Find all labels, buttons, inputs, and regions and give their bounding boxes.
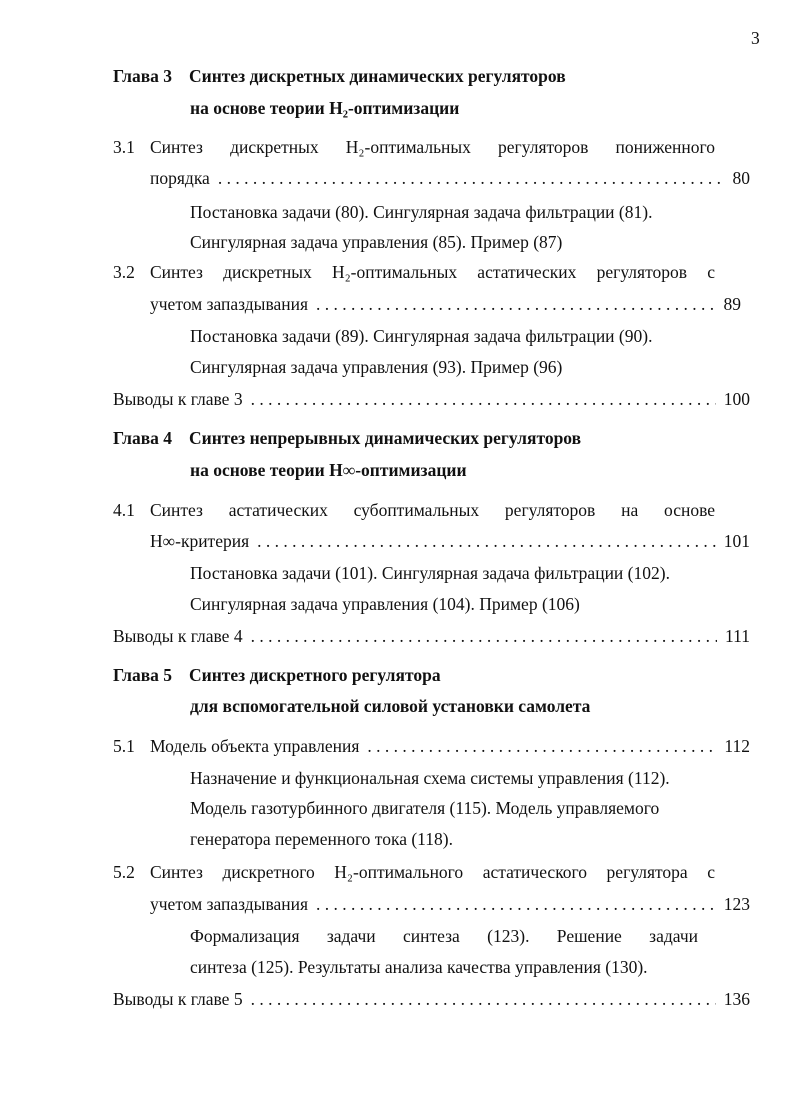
chapter-3-heading (113, 65, 566, 87)
page-number: 3 (751, 28, 760, 48)
section-title-cont: учетом запаздывания (150, 894, 309, 914)
section-title-cont: порядка (150, 168, 210, 188)
page-ref: 101 (723, 531, 750, 551)
section-3-2[interactable] (113, 261, 715, 283)
page-ref: 80 (732, 168, 750, 188)
section-5-2[interactable] (113, 861, 715, 883)
dot-leader (367, 735, 716, 757)
page-ref: 123 (723, 894, 750, 914)
conclusions-3[interactable] (113, 388, 750, 410)
subsection-list: Постановка задачи (80). Сингулярная задача фильтрации (81). (190, 202, 653, 222)
section-title: Синтез дискретных H₂-оптимальных регуляторов пониженного (150, 137, 715, 157)
toc-leader-5-2[interactable] (150, 893, 750, 915)
chapter-label: Глава 4 (113, 428, 173, 448)
page-ref: 111 (725, 626, 750, 646)
section-3-1[interactable] (113, 136, 715, 158)
chapter-title: Синтез дискретного регулятора (189, 665, 441, 685)
subsection-list: генератора переменного тока (118). (190, 829, 453, 849)
subsection-list: Сингулярная задача управления (104). Пример (106) (190, 594, 580, 614)
subsection-list: синтеза (125). Результаты анализа качества управления (130). (190, 957, 648, 977)
page-ref: 100 (723, 389, 750, 409)
section-title: Синтез дискретного H₂-оптимального астатического регулятора с (150, 862, 715, 882)
page-ref: 136 (723, 989, 750, 1009)
subsection-list: Модель газотурбинного двигателя (115). Модель управляемого (190, 798, 660, 818)
chapter-label: Глава 5 (113, 665, 173, 685)
chapter-5-heading (113, 664, 441, 686)
section-title: Модель объекта управления (150, 736, 360, 756)
page-ref: 89 (723, 294, 741, 314)
chapter-title: Синтез дискретных динамических регуляторов (189, 66, 566, 86)
section-5-1[interactable] (113, 735, 750, 757)
section-number: 3.2 (113, 262, 135, 282)
toc-leader-3-1[interactable] (150, 167, 750, 189)
conclusions-5[interactable] (113, 988, 750, 1010)
toc-leader-4-1[interactable] (150, 530, 750, 552)
chapter-title: Синтез непрерывных динамических регуляторов (189, 428, 582, 448)
dot-leader (316, 893, 716, 915)
conclusions-label: Выводы к главе 4 (113, 626, 243, 646)
section-number: 5.2 (113, 862, 135, 882)
subsection-list: Сингулярная задача управления (85). Пример (87) (190, 232, 563, 252)
section-number: 3.1 (113, 137, 135, 157)
dot-leader (251, 388, 716, 410)
section-4-1[interactable] (113, 499, 715, 521)
toc-leader-3-2[interactable] (150, 293, 741, 315)
section-number: 4.1 (113, 500, 135, 520)
subsection-list: Назначение и функциональная схема системы управления (112). (190, 768, 670, 788)
dot-leader (251, 625, 717, 647)
section-number: 5.1 (113, 736, 135, 756)
dot-leader (251, 988, 716, 1010)
section-title-cont: H∞-критерия (150, 531, 250, 551)
conclusions-4[interactable] (113, 625, 750, 647)
page-ref: 112 (724, 736, 750, 756)
subsection-list: Постановка задачи (101). Сингулярная задача фильтрации (102). (190, 563, 670, 583)
section-title: Синтез астатических субоптимальных регуляторов на основе (150, 500, 715, 520)
conclusions-label: Выводы к главе 5 (113, 989, 243, 1009)
subsection-list: Сингулярная задача управления (93). Пример (96) (190, 357, 563, 377)
subsection-list: Формализация задачи синтеза (123). Решение задачи (190, 926, 698, 946)
subsection-list: Постановка задачи (89). Сингулярная задача фильтрации (90). (190, 326, 653, 346)
dot-leader (316, 293, 715, 315)
chapter-title-line2: на основе теории H∞-оптимизации (190, 460, 467, 480)
dot-leader (218, 167, 725, 189)
section-title: Синтез дискретных H₂-оптимальных астатических регуляторов с (150, 262, 715, 282)
chapter-4-heading (113, 427, 581, 449)
section-title-cont: учетом запаздывания (150, 294, 309, 314)
dot-leader (257, 530, 716, 552)
chapter-title-line2: для вспомогательной силовой установки самолета (190, 696, 591, 716)
chapter-title-line2: на основе теории H₂-оптимизации (190, 98, 460, 118)
chapter-label: Глава 3 (113, 66, 173, 86)
conclusions-label: Выводы к главе 3 (113, 389, 243, 409)
